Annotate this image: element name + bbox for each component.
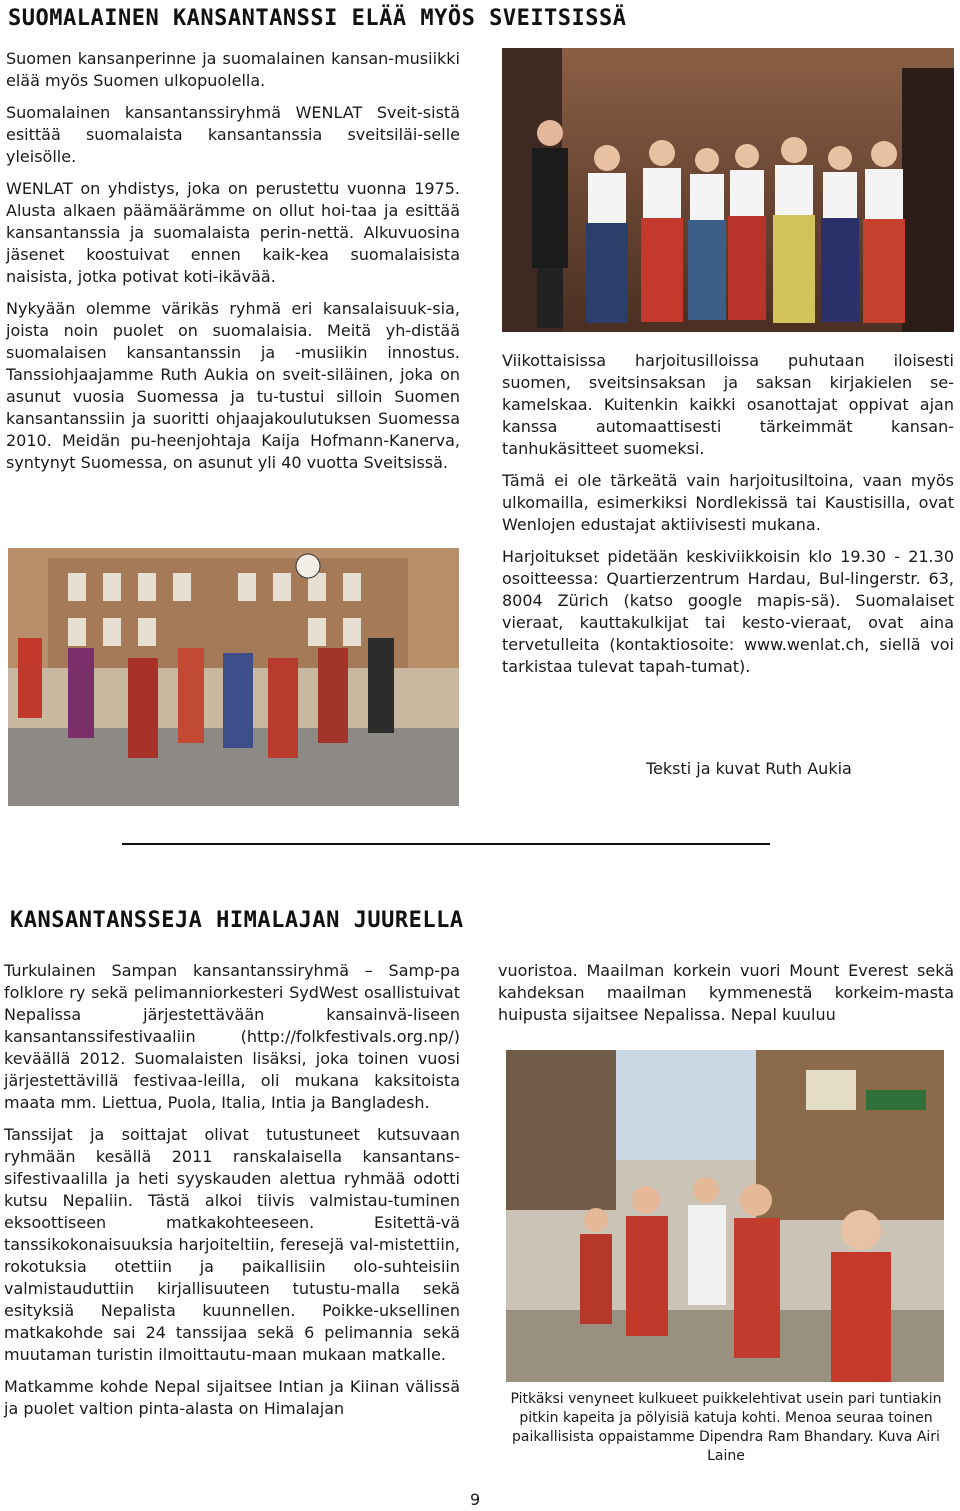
- article1-credit: Teksti ja kuvat Ruth Aukia: [646, 759, 852, 778]
- article1-paragraph: Nykyään olemme värikäs ryhmä eri kansalaisuuk-sia, joista noin puolet on suomalaisia. Meitä yh-distää suomalaisen kansantanssin ja -musiikin innostus. Tanssiohjaajamme Ruth Aukia on sveit-siläinen, joka on asunut vuosia Suomessa ja tu-tustui silloin Suomen kansantanssiin ja suoritti ohjaajakoulutuksen Suomessa 2010. Meidän pu-heenjohtaja Kaija Hofmann-Kanerva, syntynyt Suomessa, on asunut yli 40 vuotta Sveitsissä.: [6, 299, 460, 472]
- procession-photo-illustration: [506, 1050, 944, 1382]
- dancers-photo: [8, 548, 459, 806]
- article2-paragraph: vuoristoa. Maailman korkein vuori Mount Everest sekä kahdeksan maailman kymmenestä korkeim-masta huipusta sijaitsee Nepalissa. Nepal kuuluu: [498, 961, 954, 1024]
- article1-right-column: [502, 350, 954, 688]
- article2-title: KANSANTANSSEJA HIMALAJAN JUURELLA: [10, 908, 464, 933]
- article2-right-column: [498, 960, 954, 1036]
- article1-left-column: [6, 48, 460, 484]
- article1-paragraph: Tämä ei ole tärkeätä vain harjoitusiltoina, vaan myös ulkomailla, esimerkiksi Nordlekissä tai Kaustisilla, ovat Wenlojen edustajat aktiivisesti mukana.: [502, 471, 954, 534]
- article1-paragraph: WENLAT on yhdistys, joka on perustettu vuonna 1975. Alusta alkaen päämäärämme on ollut hoi-taa ja esittää kansantanssia ja suomalaista perin-nettä. Alkuvuosina jäsenet koostuivat ennen kaik-kea suomalaisista naisista, jotka potivat koti-ikävää.: [6, 179, 460, 286]
- article1-title: SUOMALAINEN KANSANTANSSI ELÄÄ MYÖS SVEITSISSÄ: [8, 6, 627, 31]
- group-photo: [502, 48, 954, 332]
- article1-paragraph: Suomen kansanperinne ja suomalainen kansan-musiikki elää myös Suomen ulkopuolella.: [6, 49, 460, 90]
- article1-paragraph: Viikottaisissa harjoitusilloissa puhutaan iloisesti suomen, sveitsinsaksan ja saksan kirjakielen se-kamelskaa. Kuitenkin kaikki osanottajat oppivat ajan kanssa automaattisesti tärkeimmät kansan-tanhukäsitteet suomeksi.: [502, 351, 954, 458]
- article2-paragraph: Turkulainen Sampan kansantanssiryhmä – Samp-pa folklore ry sekä pelimanniorkesteri SydWest osallistuivat Nepalissa järjestettävään kansainvä-liseen kansantanssifestivaaliin (http://folkfestivals.org.np/) keväällä 2012. Suomalaisten lisäksi, joka toinen vuosi järjestettävillä festivaa-leilla, oli mukana kaksitoista maata mm. Liettua, Puola, Italia, Intia ja Bangladesh.: [4, 961, 460, 1112]
- procession-photo-caption: Pitkäksi venyneet kulkueet puikkelehtivat usein pari tuntiakin pitkin kapeita ja pölyisiä katuja kohti. Menoa seuraa toinen paikallisista oppaistamme Dipendra Ram Bhandary. Kuva Airi Laine: [510, 1391, 942, 1464]
- page-number: 9: [470, 1490, 481, 1509]
- section-divider: [122, 843, 770, 845]
- article2-paragraph: Matkamme kohde Nepal sijaitsee Intian ja Kiinan välissä ja puolet valtion pinta-alasta on Himalajan: [4, 1377, 460, 1418]
- dancers-photo-illustration: [8, 548, 459, 806]
- procession-photo: [506, 1050, 944, 1382]
- group-photo-illustration: [502, 48, 954, 332]
- article1-paragraph: Harjoitukset pidetään keskiviikkoisin klo 19.30 - 21.30 osoitteessa: Quartierzentrum Hardau, Bul-lingerstr. 63, 8004 Zürich (katso google mapis-sä). Suomalaiset vieraat, kauttakulkijat tai kesto-vieraat, ovat aina tervetulleita (kontaktiosoite: www.wenlat.ch, siellä voi tarkistaa tulevat tapah-tumat).: [502, 547, 954, 676]
- article1-paragraph: Suomalainen kansantanssiryhmä WENLAT Sveit-sistä esittää suomalaista kansantanssia sveitsiläi-selle yleisölle.: [6, 103, 460, 166]
- article2-paragraph: Tanssijat ja soittajat olivat tutustuneet kutsuvaan ryhmään kesällä 2011 ranskalaisella kansantans-sifestivaalilla ja heti syyskauden alettua ryhmää odotti kutsu Nepaliin. Tästä alkoi tiivis valmistau-tuminen eksoottiseen matkakohteeseen. Esitettä-vä tanssikokonaisuuksia harjoiteltiin, feresejä val-mistettiin, rokotuksia otettiin ja paikallisiin olo-suhteisiin valmistauduttiin kirjallisuuteen tutustu-malla sekä esityksiä Nepalista kuunnellen. Poikke-uksellinen matkakohde sai 24 tanssijaa sekä 6 pelimannia sekä muutaman turistin ilmoittautu-maan mukaan matkalle.: [4, 1125, 460, 1364]
- article2-left-column: [4, 960, 460, 1430]
